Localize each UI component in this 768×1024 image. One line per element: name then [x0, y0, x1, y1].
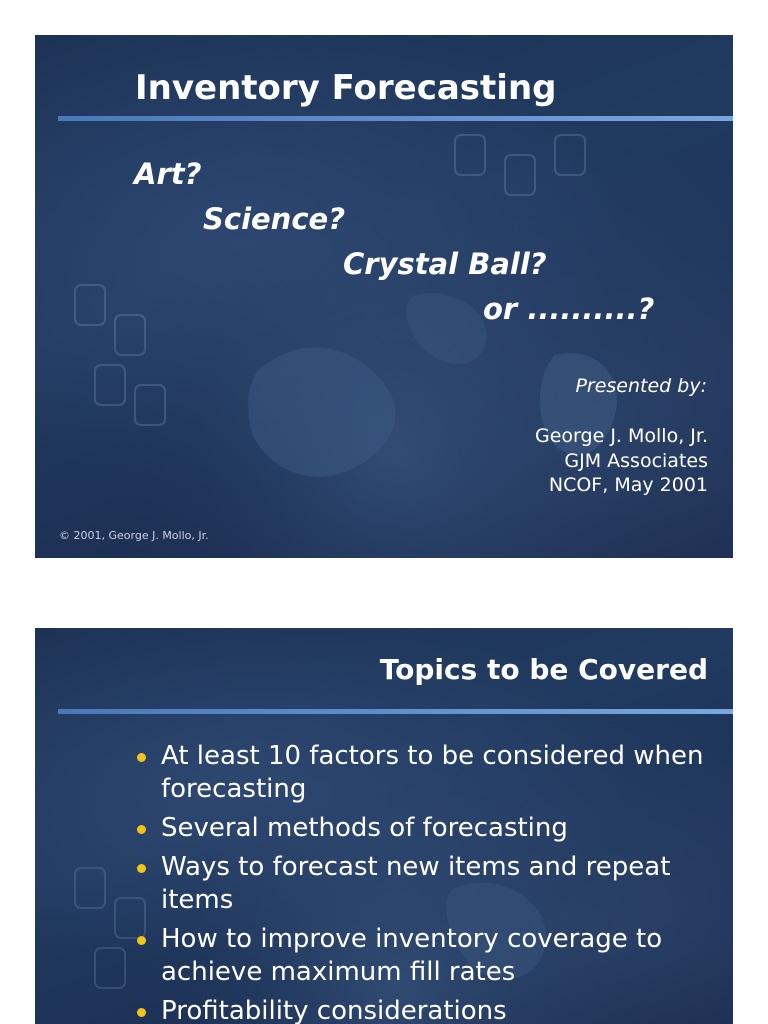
list-item-text: Several methods of forecasting [161, 813, 568, 843]
topics-list [135, 740, 715, 1024]
title-divider [58, 709, 733, 714]
slide-2 [35, 628, 733, 1024]
slide-1 [35, 35, 733, 558]
question-science: Science? [203, 202, 346, 236]
list-item [135, 923, 715, 989]
presented-by-label: Presented by: [575, 375, 707, 397]
bullet-dot-icon [137, 936, 146, 945]
question-or: or ..........? [483, 292, 655, 326]
list-item-text: Profitability considerations [161, 996, 507, 1024]
bullet-dot-icon [137, 825, 146, 834]
slide-title: Inventory Forecasting [135, 68, 557, 108]
bullet-dot-icon [137, 1008, 146, 1017]
slide-title: Topics to be Covered [379, 653, 708, 686]
list-item [135, 851, 715, 917]
list-item-text: At least 10 factors to be considered when forecasting [161, 741, 704, 804]
list-item [135, 995, 715, 1024]
presenter-company: GJM Associates [564, 450, 708, 472]
question-art: Art? [134, 157, 202, 191]
list-item-text: How to improve inventory coverage to achieve maximum fill rates [161, 924, 663, 987]
list-item-text: Ways to forecast new items and repeat items [161, 852, 671, 915]
presenter-name: George J. Mollo, Jr. [535, 425, 708, 447]
bullet-dot-icon [137, 753, 146, 762]
list-item [135, 812, 715, 845]
question-crystal-ball: Crystal Ball? [343, 247, 547, 281]
copyright-notice: © 2001, George J. Mollo, Jr. [59, 529, 209, 542]
title-divider [58, 116, 733, 121]
presenter-event: NCOF, May 2001 [548, 474, 708, 496]
bullet-dot-icon [137, 864, 146, 873]
list-item [135, 740, 715, 806]
